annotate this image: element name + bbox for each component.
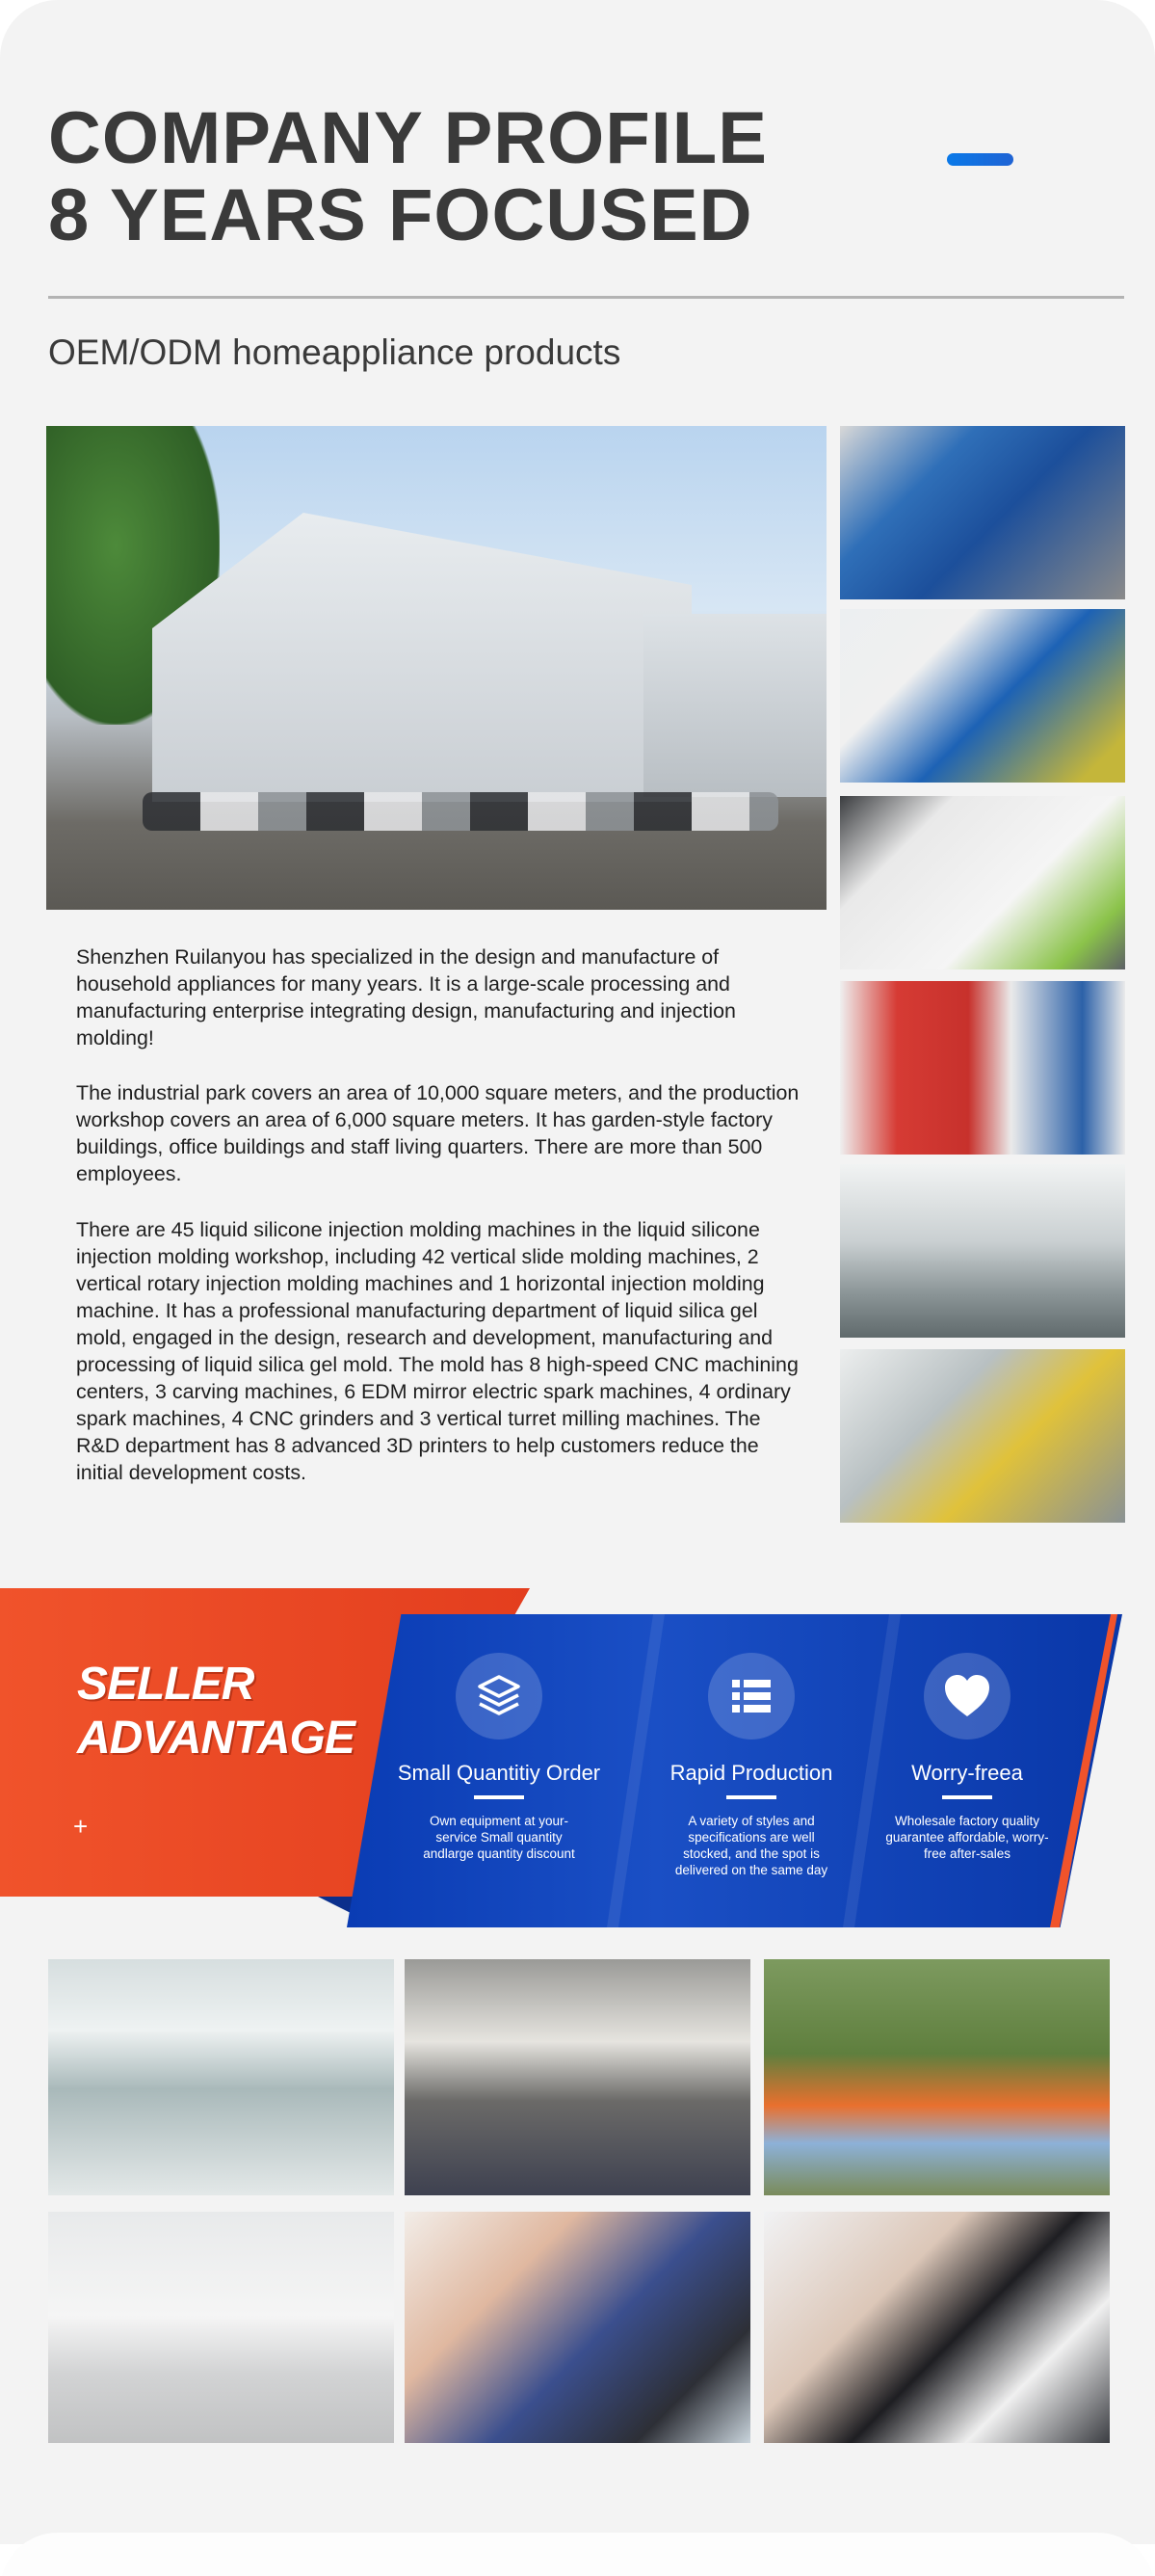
feature-underline (726, 1795, 776, 1799)
page-title (48, 97, 915, 256)
feature-underline (474, 1795, 524, 1799)
office-photo (48, 1959, 394, 2195)
heart-icon (924, 1653, 1011, 1739)
staff-working-photo (764, 2212, 1110, 2443)
divider (48, 296, 1124, 299)
feature-label: Small Quantitiy Order (397, 1761, 601, 1785)
plus-icon: + (73, 1812, 89, 1841)
workshop-photo-6 (840, 1349, 1125, 1523)
layers-icon (456, 1653, 542, 1739)
meeting-room-photo (48, 2212, 394, 2443)
workshop-photo-2 (840, 609, 1125, 783)
profile-paragraph-3: There are 45 liquid silicone injection molding machines in the liquid silicone injection molding workshop, including 42 vertical slide molding machines, 2 vertical rotary injection molding machines and 1 horizontal injection molding machine. It has a professional manufacturing department of liquid silica gel mold, engaged in the design, research and development, manufacturing and processing of liquid silica gel mold. The mold has 8 high-speed CNC machining centers, 3 carving machines, 6 EDM mirror electric spark machines, 4 ordinary spark machines, 4 CNC grinders and 3 vertical turret milling machines. The R&D department has 8 advanced 3D printers to help customers reduce the initial development costs. (76, 1218, 799, 1484)
feature-underline (942, 1795, 992, 1799)
profile-paragraph-1: Shenzhen Ruilanyou has specialized in the design and manufacture of household appliances for many years. It is a large-scale processing and manufacturing enterprise integrating design, manufacturing and injection molding! (76, 945, 736, 1049)
accent-bar (947, 153, 1013, 166)
outdoor-team-photo (764, 1959, 1110, 2195)
feature-desc: A variety of styles and specifications are well stocked, and the spot is delivered on the same day (674, 1814, 828, 1877)
workshop-photo-5 (840, 1164, 1125, 1338)
feature-desc: Own equipment at your-service Small quantity andlarge quantity discount (423, 1814, 575, 1861)
title-line-2: 8 YEARS FOCUSED (48, 174, 753, 256)
feature-label: Worry-freea (911, 1761, 1023, 1785)
feature-desc: Wholesale factory quality guarantee affordable, worry-free after-sales (885, 1814, 1049, 1861)
feature-small-quantity (383, 1653, 615, 1862)
workshop-photo-3 (840, 796, 1125, 969)
page-subtitle: OEM/ODM homeappliance products (48, 332, 621, 372)
profile-paragraph-2: The industrial park covers an area of 10,000 square meters, and the production workshop covers an area of 6,000 square meters. It has garden-style factory buildings, office buildings and staff living quarters. There are more than 500 employees. (76, 1081, 800, 1185)
parked-cars-shape (143, 792, 778, 831)
staff-computers-photo (405, 2212, 750, 2443)
team-group-photo (405, 1959, 750, 2195)
feature-rapid-production (636, 1653, 867, 1878)
feature-label: Rapid Production (669, 1761, 833, 1785)
workshop-photo-1 (840, 426, 1125, 599)
workshop-photo-4 (840, 981, 1125, 1155)
feature-worry-free (852, 1653, 1083, 1862)
advantage-title-line-1: SELLER (77, 1659, 254, 1710)
factory-building-photo (46, 426, 827, 910)
side-building-shape (643, 614, 827, 797)
next-card (0, 2533, 1155, 2576)
advantage-title (77, 1658, 354, 1766)
advantage-title-line-2: ADVANTAGE (77, 1713, 354, 1764)
title-line-1: COMPANY PROFILE (48, 97, 768, 179)
list-icon (708, 1653, 795, 1739)
main-building-shape (152, 513, 692, 802)
